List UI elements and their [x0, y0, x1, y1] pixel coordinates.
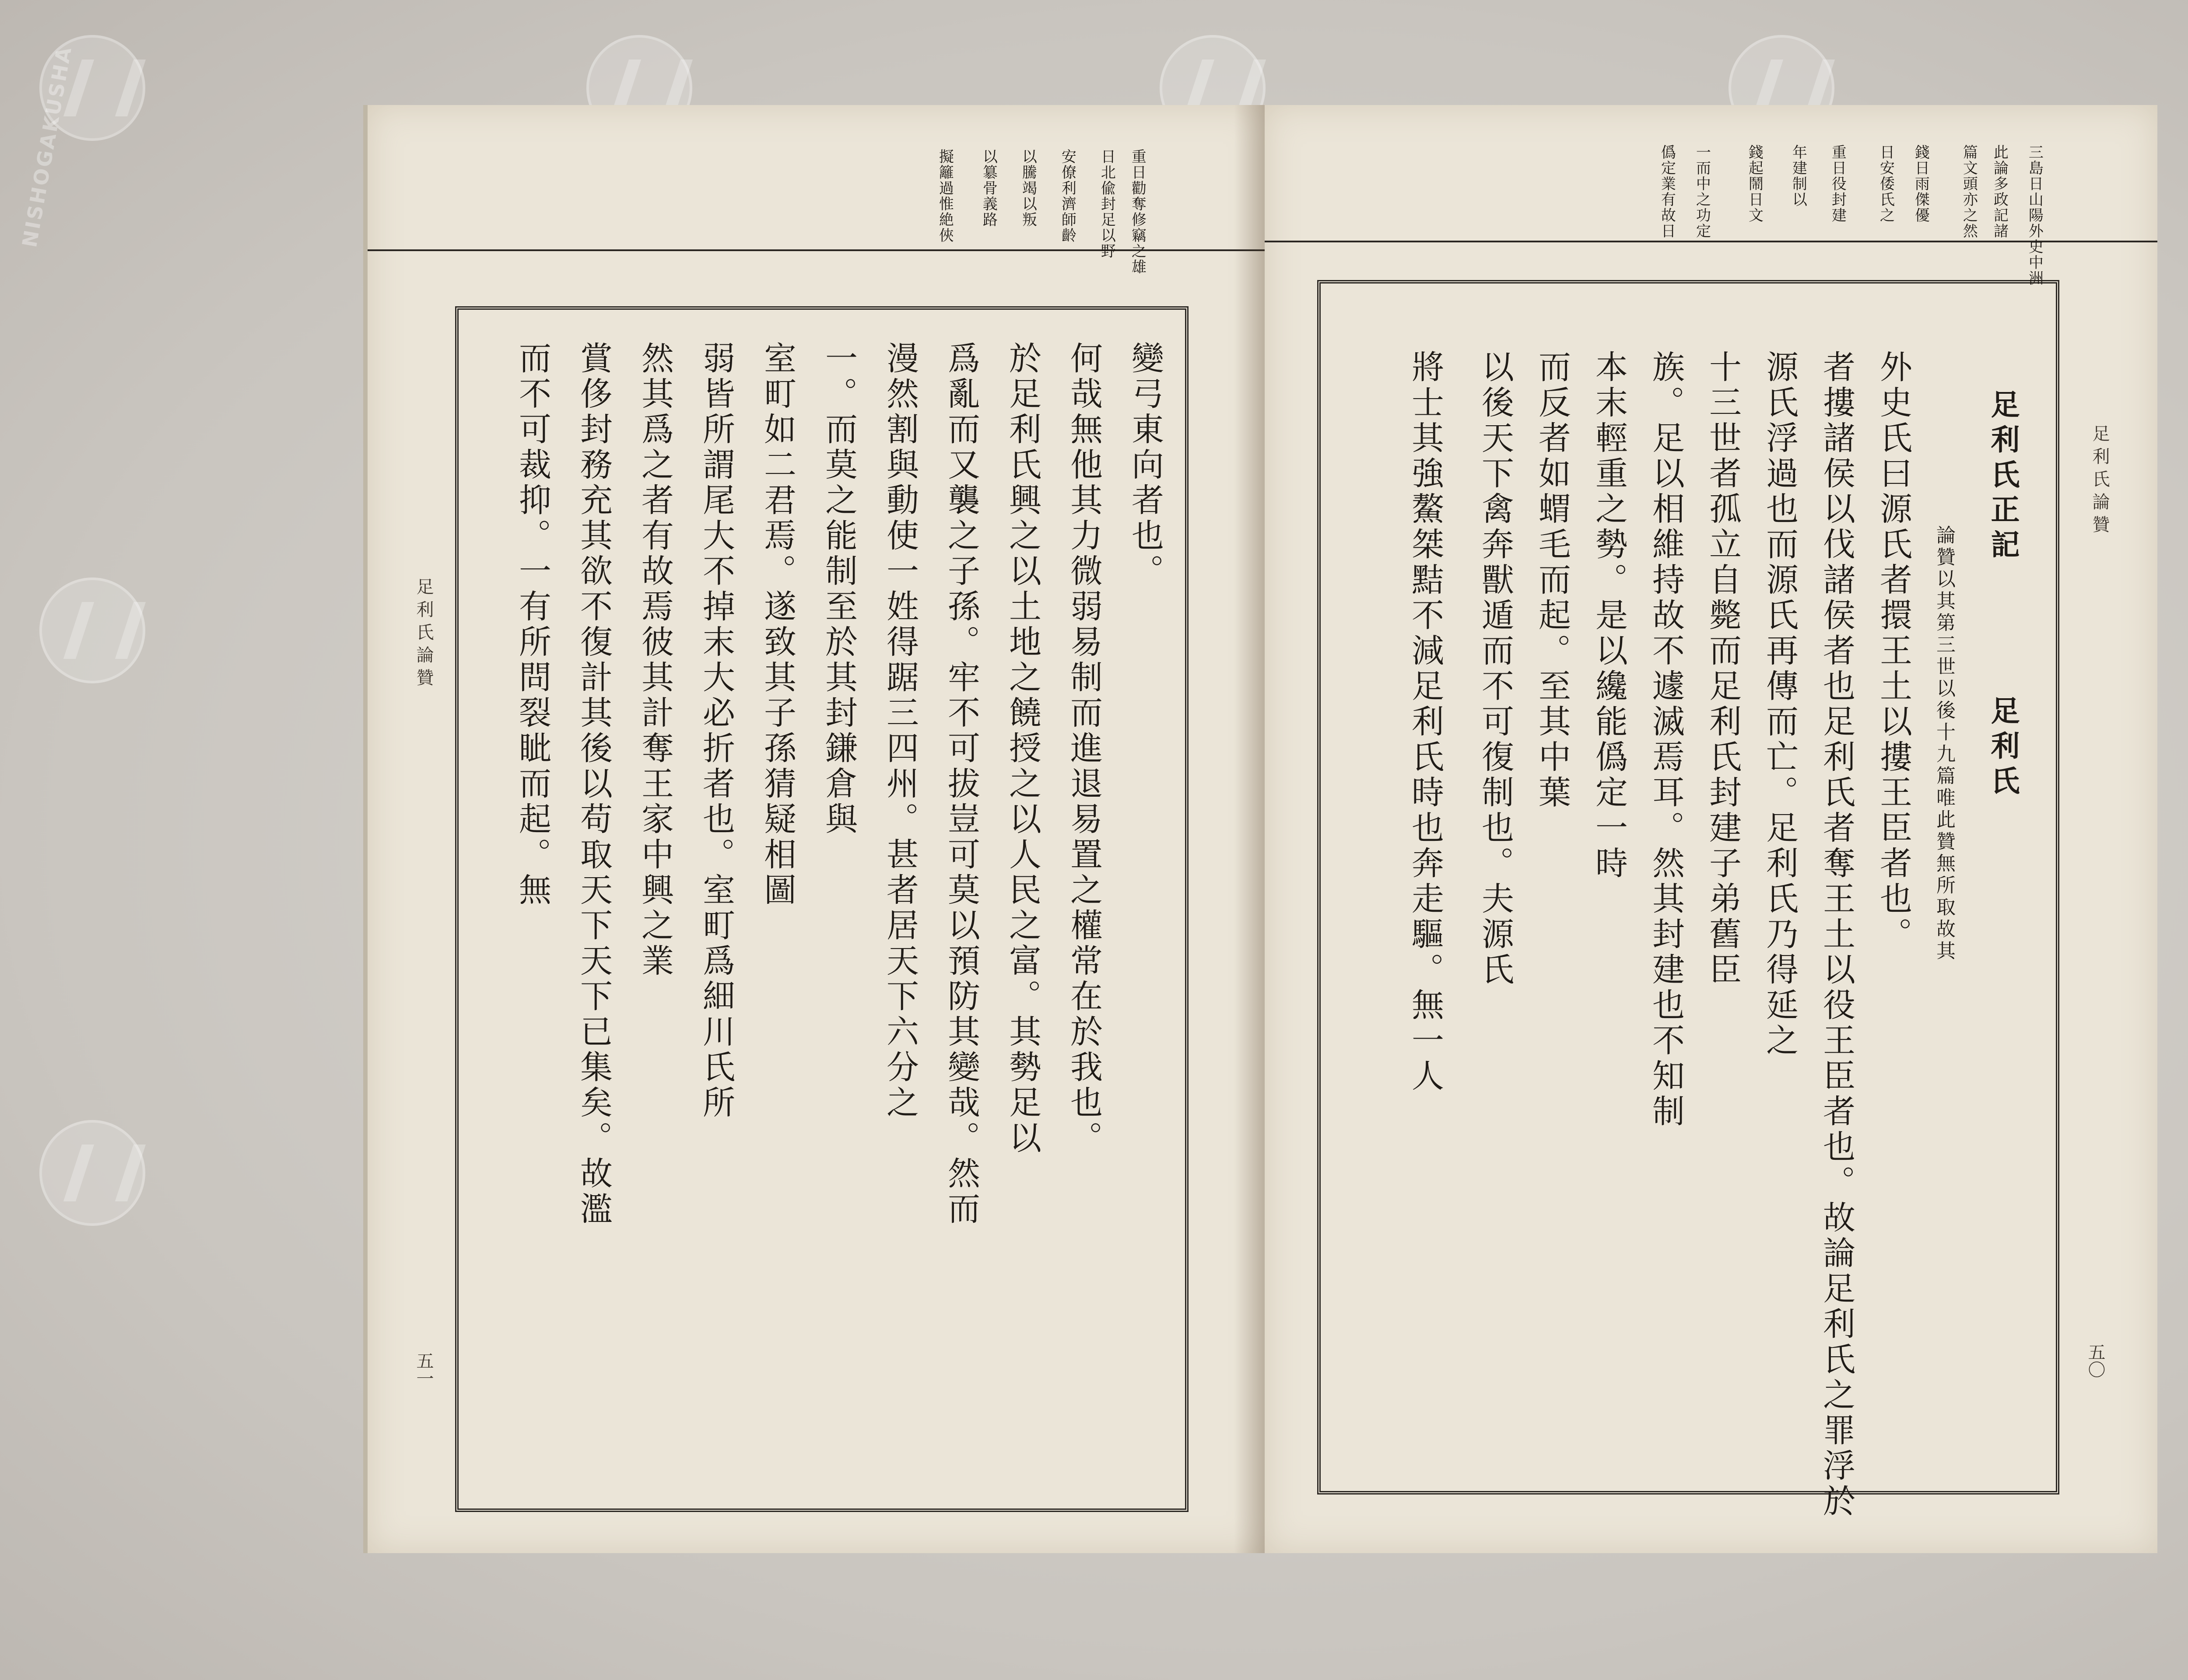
text-column: 弱皆所謂尾大不掉末大必折者也。室町爲細川氏所	[698, 341, 735, 1121]
header-note: 重日勸奪修竊之雄	[1129, 149, 1147, 275]
text-column: 於足利氏興之以土地之饒授之以人民之富。其勢足以	[1004, 341, 1041, 1156]
text-column: 變弓東向者也。	[1126, 341, 1164, 589]
text-column: 而反者如蝟毛而起。至其中葉	[1533, 350, 1571, 811]
text-column: 源氏浮過也而源氏再傳而亡。足利氏乃得延之	[1761, 350, 1799, 1059]
header-note: 此論多政記諸	[1991, 144, 2009, 239]
header-note: 三島日山陽外史中洲	[2026, 144, 2044, 286]
header-note: 僞定業有故日	[1658, 144, 1676, 239]
header-note: 年建制以	[1789, 144, 1807, 207]
text-column: 而不可裁抑。一有所問裂眦而起。無	[514, 341, 551, 908]
text-column: 然其爲之者有故焉彼其計奪王家中興之業	[636, 341, 674, 979]
header-note: 篇文頭亦之然	[1960, 144, 1978, 239]
header-note: 日安倭氏之	[1877, 144, 1895, 223]
watermark-logo-icon	[39, 1120, 145, 1226]
header-note: 錢起鬧日文	[1746, 144, 1764, 223]
running-head: 足利氏論贊	[2090, 424, 2110, 538]
running-head: 足利氏論贊	[414, 578, 434, 691]
header-note: 日北偸封足以野	[1098, 149, 1116, 259]
page-number: 五一	[414, 1352, 434, 1387]
text-column: 爲亂而又襲之子孫。牢不可拔豈可莫以預防其變哉。然而	[943, 341, 980, 1227]
text-column: 十三世者孤立自斃而足利氏封建子弟舊臣	[1704, 350, 1742, 988]
header-note: 重日役封建	[1829, 144, 1847, 223]
open-book	[363, 70, 2184, 1553]
header-note: 一而中之功定	[1693, 144, 1711, 239]
chapter-subtitle: 足利氏	[1986, 696, 2020, 801]
text-column: 以後天下禽奔獸遁而不可復制也。夫源氏	[1476, 350, 1514, 988]
text-column: 一。而莫之能制至於其封鎌倉與	[820, 341, 858, 837]
text-column: 者摟諸侯以伐諸侯者也足利氏者奪王土以役王臣者也。故論足利氏之罪浮於	[1818, 350, 1855, 1519]
text-column: 何哉無他其力微弱易制而進退易置之權常在於我也。	[1065, 341, 1103, 1156]
text-column: 室町如二君焉。遂致其子孫猜疑相圖	[759, 341, 796, 908]
lead-paragraph: 論贊以其第三世以後十九篇唯此贊無所取故其	[1933, 525, 1955, 962]
header-note: 以簒骨義路	[980, 149, 998, 228]
text-column: 本末輕重之勢。是以纔能僞定一時	[1590, 350, 1628, 882]
text-column: 將士其強鰲桀黠不減足利氏時也奔走驅。無一人	[1406, 350, 1444, 1094]
text-column: 漫然割與動使一姓得踞三四州。甚者居天下六分之	[881, 341, 919, 1121]
right-page	[1265, 105, 2157, 1553]
page-number: 五〇	[2085, 1343, 2105, 1378]
left-page	[363, 105, 1265, 1553]
watermark-logo-icon	[39, 578, 145, 683]
header-note: 安僚利濟師齡	[1059, 149, 1076, 243]
watermark-text: NISHOGAKUSHA	[18, 43, 77, 249]
header-note: 擬籬過惟絶俠	[936, 149, 954, 243]
header-note: 錢日雨傑優	[1912, 144, 1930, 223]
header-rule	[1265, 241, 2157, 242]
text-column: 族。足以相維持故不遽滅焉耳。然其封建也不知制	[1647, 350, 1685, 1130]
text-column: 賞侈封務充其欲不復計其後以苟取天下天下已集矣。故濫	[575, 341, 613, 1227]
text-column: 外史氏曰源氏者擐王土以摟王臣者也。	[1875, 350, 1912, 952]
chapter-title: 足利氏正記	[1986, 389, 2020, 564]
header-note: 以騰竭以叛	[1019, 149, 1037, 228]
